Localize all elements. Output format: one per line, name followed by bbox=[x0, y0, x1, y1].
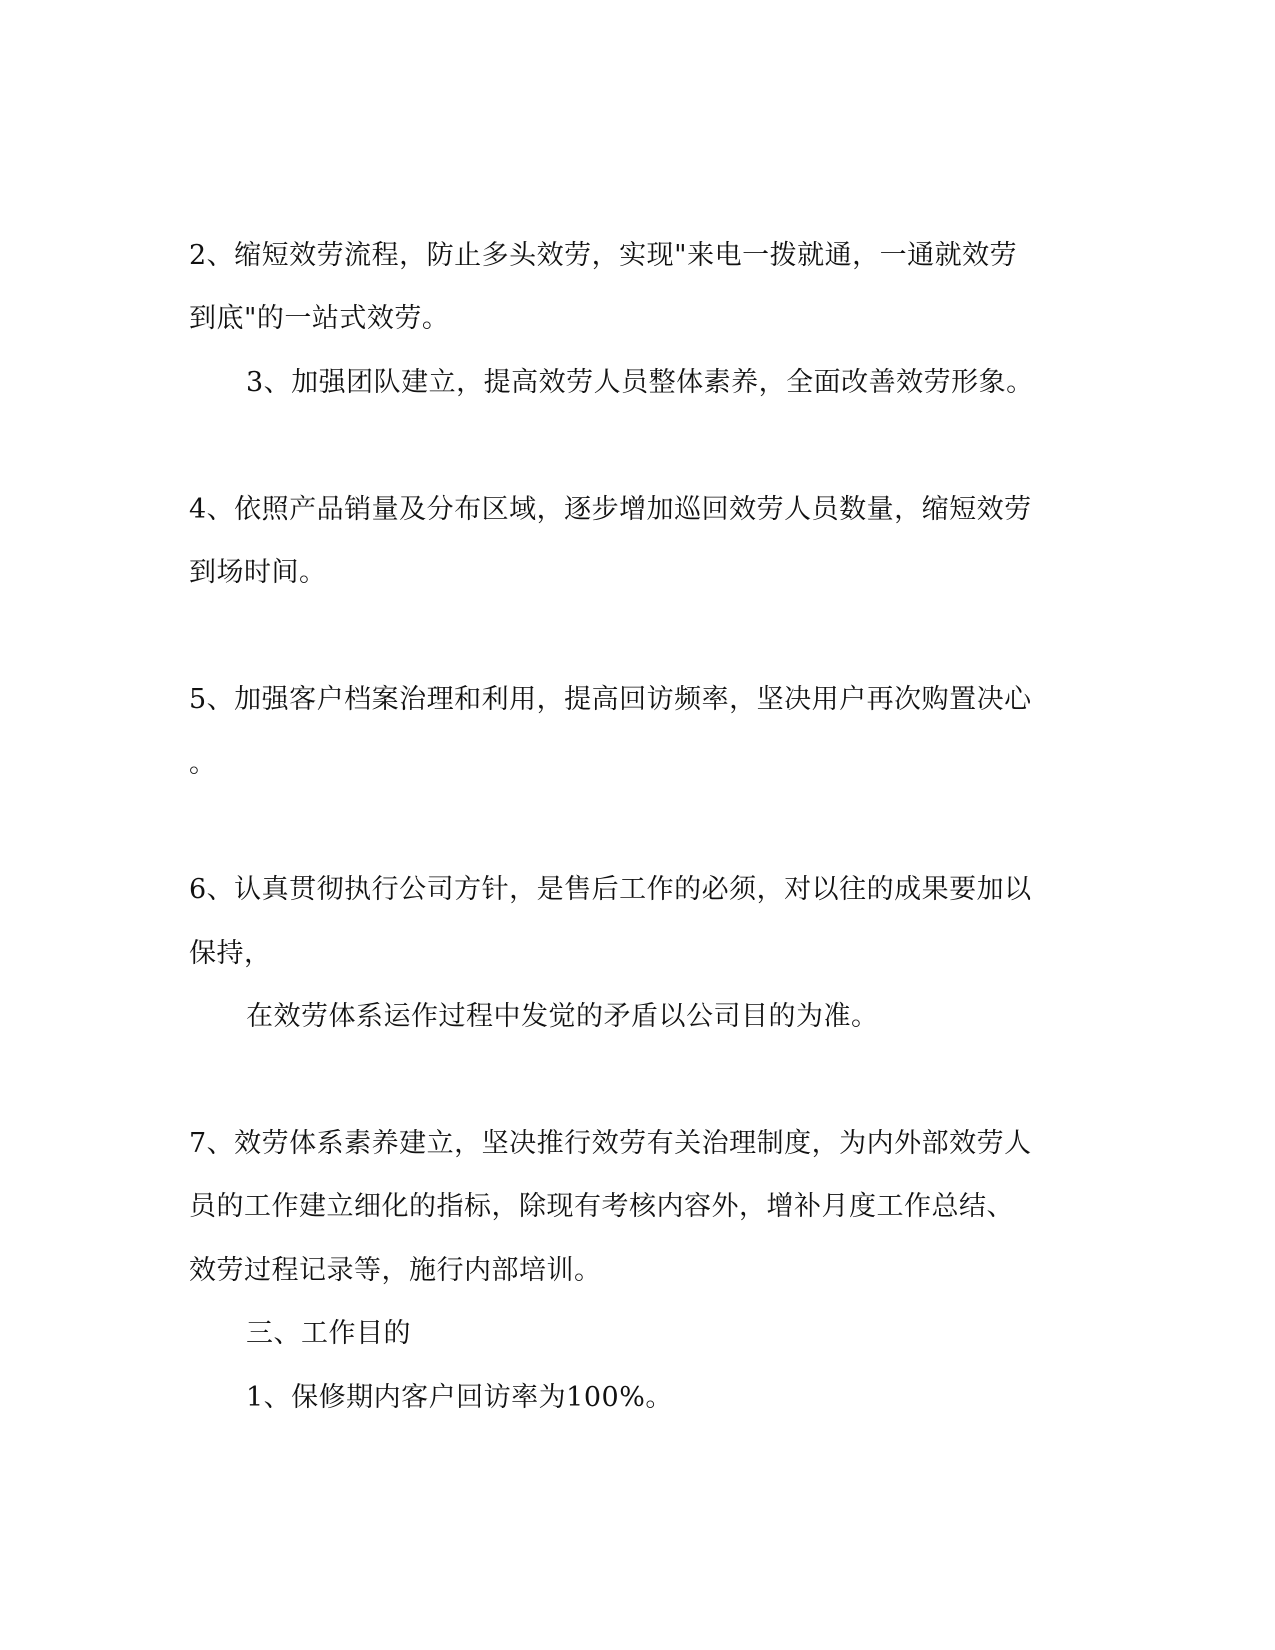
text-line: 效劳过程记录等，施行内部培训。 bbox=[189, 1255, 602, 1286]
text-line: 到底"的一站式效劳。 bbox=[189, 303, 450, 334]
text-line: 到场时间。 bbox=[189, 557, 327, 588]
text-line: 5、加强客户档案治理和利用，提高回访频率，坚决用户再次购置决心 bbox=[189, 684, 1032, 715]
text-line: 6、认真贯彻执行公司方针，是售后工作的必须，对以往的成果要加以 bbox=[189, 874, 1032, 905]
text-line: 1、保修期内客户回访率为100%。 bbox=[246, 1382, 673, 1413]
text-line: 保持， bbox=[189, 938, 272, 969]
section-heading: 三、工作目的 bbox=[246, 1318, 411, 1349]
text-line: 在效劳体系运作过程中发觉的矛盾以公司目的为准。 bbox=[246, 1001, 879, 1032]
text-line: 7、效劳体系素养建立，坚决推行效劳有关治理制度，为内外部效劳人 bbox=[189, 1128, 1032, 1159]
text-line: 。 bbox=[189, 748, 217, 779]
text-line: 4、依照产品销量及分布区域，逐步增加巡回效劳人员数量，缩短效劳 bbox=[189, 494, 1032, 525]
text-line: 2、缩短效劳流程，防止多头效劳，实现"来电一拨就通，一通就效劳 bbox=[189, 240, 1018, 271]
text-line: 3、加强团队建立，提高效劳人员整体素养，全面改善效劳形象。 bbox=[246, 367, 1034, 398]
text-line: 员的工作建立细化的指标，除现有考核内容外，增补月度工作总结、 bbox=[189, 1191, 1014, 1222]
